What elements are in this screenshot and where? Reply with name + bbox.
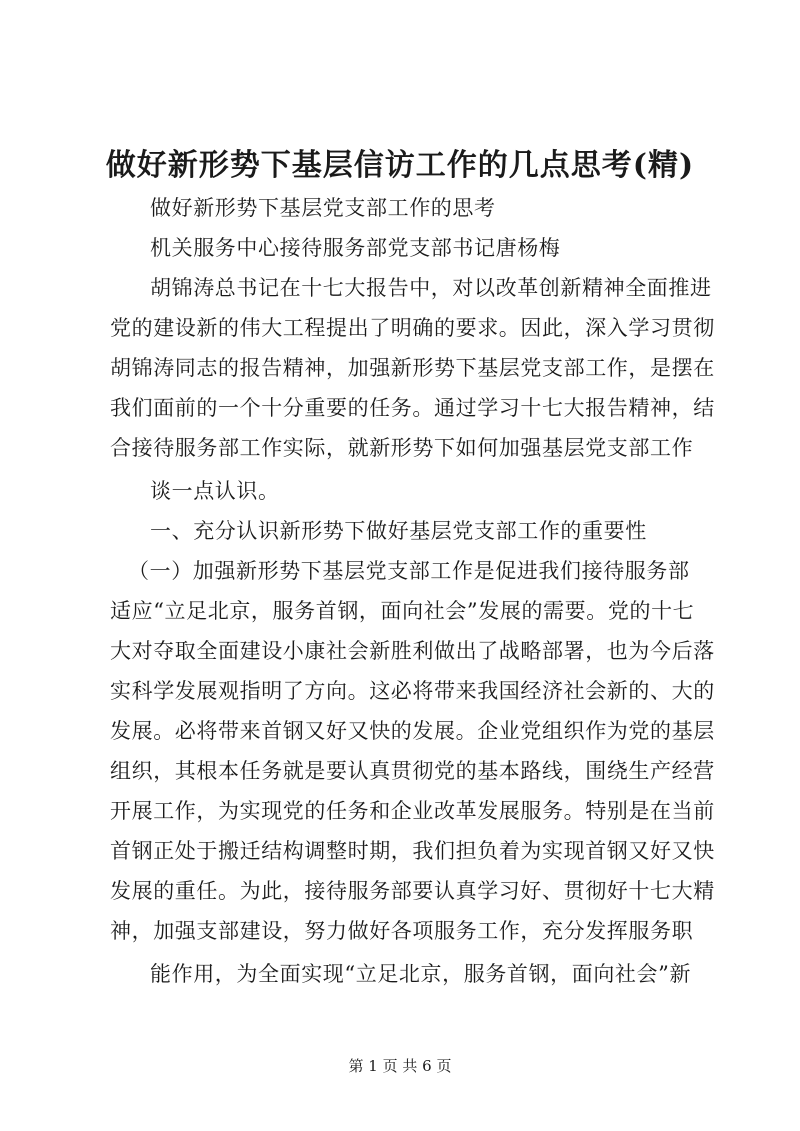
body-line: 首钢正处于搬迁结构调整时期，我们担负着为实现首钢又好又快: [110, 839, 715, 863]
body-line: 开展工作，为实现党的任务和企业改革发展服务。特别是在当前: [110, 799, 715, 823]
body-line: 胡锦涛同志的报告精神，加强新形势下基层党支部工作，是摆在: [110, 356, 715, 380]
section-heading: 一、充分认识新形势下做好基层党支部工作的重要性: [150, 519, 647, 543]
body-line: 大对夺取全面建设小康社会新胜利做出了战略部署，也为今后落: [110, 639, 715, 663]
body-line: 合接待服务部工作实际，就新形势下如何加强基层党支部工作: [110, 436, 694, 460]
body-line: 党的建设新的伟大工程提出了明确的要求。因此，深入学习贯彻: [110, 316, 715, 340]
subsection-heading-line: （一）加强新形势下基层党支部工作是促进我们接待服务部: [128, 559, 690, 583]
subtitle-line: 做好新形势下基层党支部工作的思考: [150, 196, 496, 220]
body-line: 神，加强支部建设，努力做好各项服务工作，充分发挥服务职: [110, 919, 694, 943]
body-line: 发展的重任。为此，接待服务部要认真学习好、贯彻好十七大精: [110, 879, 715, 903]
body-line: 谈一点认识。: [150, 479, 280, 503]
author-line: 机关服务中心接待服务部党支部书记唐杨梅: [150, 236, 561, 260]
document-title: 做好新形势下基层信访工作的几点思考(精): [105, 148, 695, 183]
body-line: 组织，其根本任务就是要认真贯彻党的基本路线，围绕生产经营: [110, 759, 715, 783]
body-line: 能作用，为全面实现“立足北京，服务首钢，面向社会”新: [150, 962, 692, 986]
body-line: 发展。必将带来首钢又好又快的发展。企业党组织作为党的基层: [110, 719, 715, 743]
body-line: 适应“立足北京，服务首钢，面向社会”发展的需要。党的十七: [110, 599, 695, 623]
body-line: 我们面前的一个十分重要的任务。通过学习十七大报告精神，结: [110, 396, 715, 420]
body-line: 胡锦涛总书记在十七大报告中，对以改革创新精神全面推进: [150, 276, 712, 300]
page-footer: 第 1 页 共 6 页: [348, 1057, 452, 1075]
body-line: 实科学发展观指明了方向。这必将带来我国经济社会新的、大的: [110, 679, 715, 703]
